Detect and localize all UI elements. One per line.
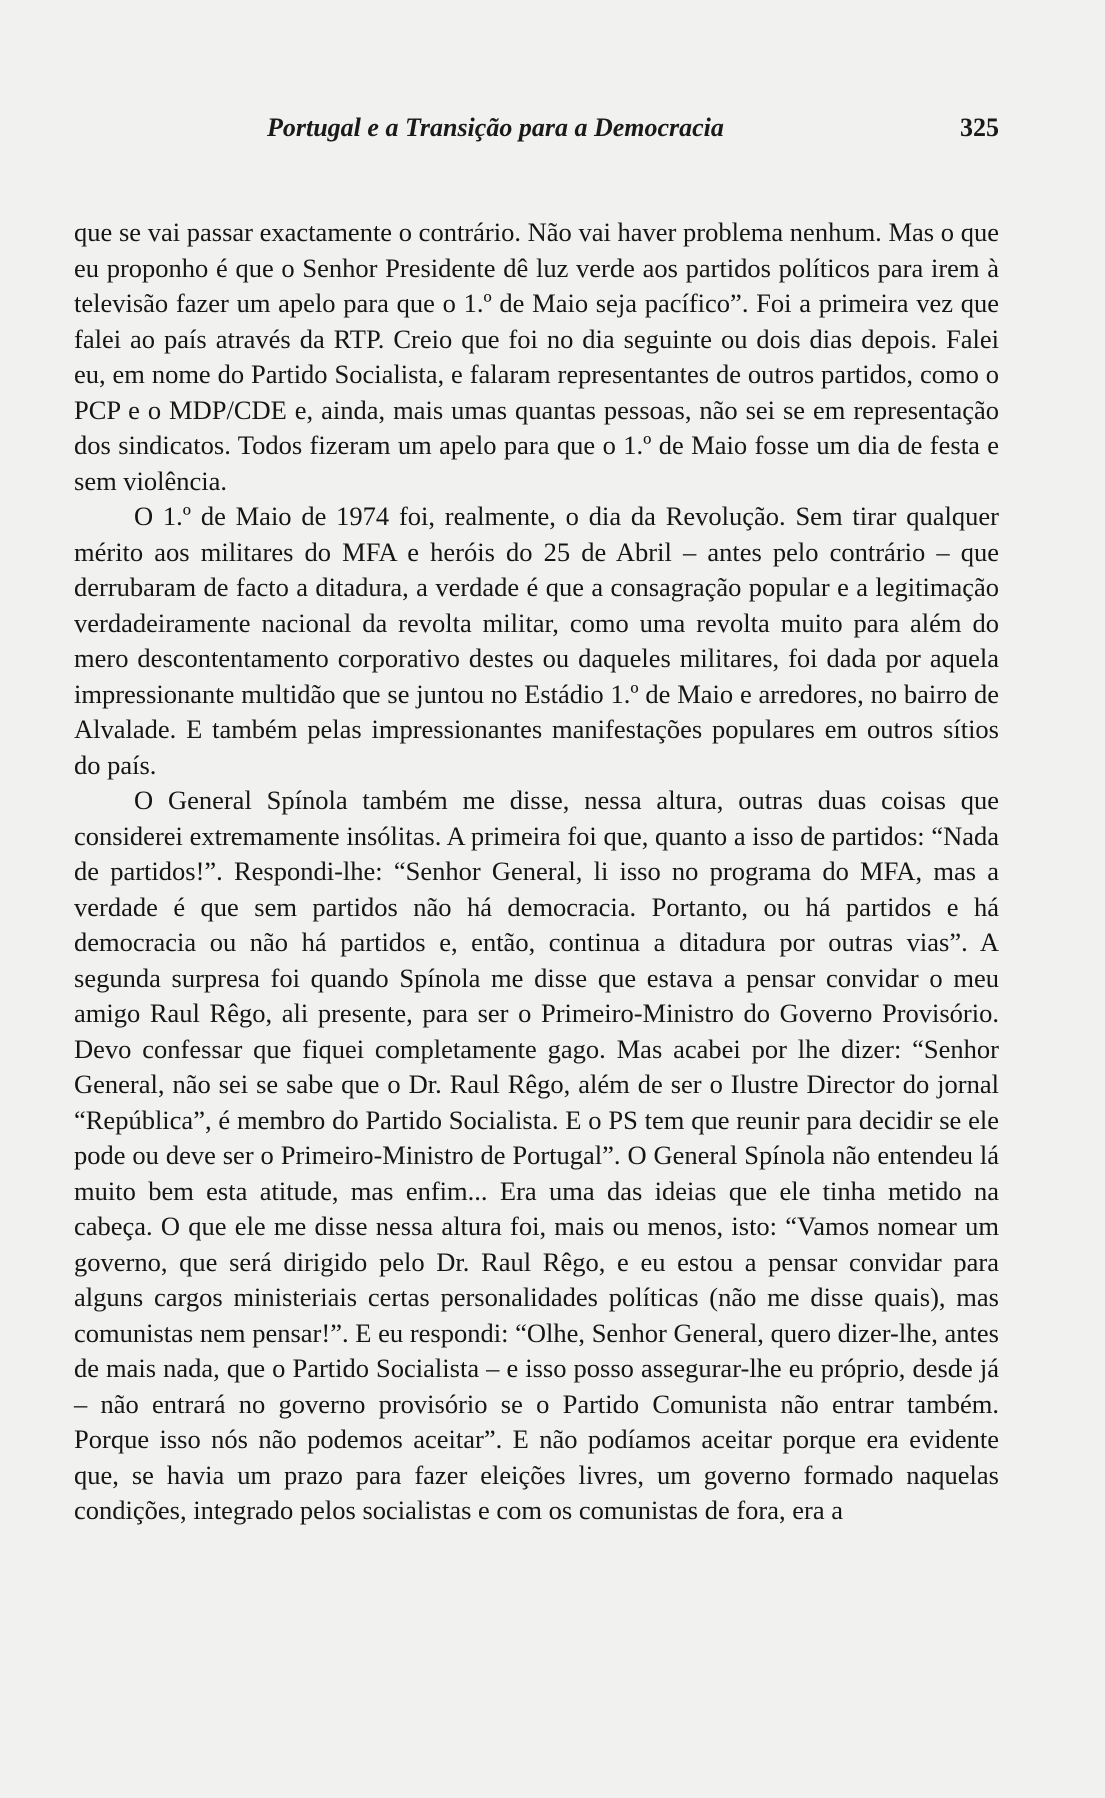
page-header <box>74 113 999 153</box>
running-title: Portugal e a Transição para a Democracia <box>267 113 724 142</box>
page-number: 325 <box>960 113 999 142</box>
body-text <box>74 215 999 1529</box>
paragraph: que se vai passar exactamente o contrário. Não vai haver problema nenhum. Mas o que eu proponho é que o Senhor Presidente dê luz verde aos partidos políticos para irem à televisão fazer um apelo para que o 1.º de Maio seja pacífico”. Foi a primeira vez que falei ao país através da RTP. Creio que foi no dia seguinte ou dois dias depois. Falei eu, em nome do Partido Socialista, e falaram representantes de outros partidos, como o PCP e o MDP/CDE e, ainda, mais umas quantas pessoas, não sei se em representação dos sindicatos. Todos fizeram um apelo para que o 1.º de Maio fosse um dia de festa e sem violência. <box>74 217 999 496</box>
paragraph: O General Spínola também me disse, nessa altura, outras duas coisas que considerei extremamente insólitas. A primeira foi que, quanto a isso de partidos: “Nada de partidos!”. Respondi-lhe: “Senhor General, li isso no programa do MFA, mas a verdade é que sem partidos não há democracia. Portanto, ou há partidos e há democracia ou não há partidos e, então, continua a ditadura por outras vias”. A segunda surpresa foi quando Spínola me disse que estava a pensar convidar o meu amigo Raul Rêgo, ali presente, para ser o Primeiro-Ministro do Governo Provisório. Devo confessar que fiquei completamente gago. Mas acabei por lhe dizer: “Senhor General, não sei se sabe que o Dr. Raul Rêgo, além de ser o Ilustre Director do jornal “República”, é membro do Partido Socialista. E o PS tem que reunir para decidir se ele pode ou deve ser o Primeiro-Ministro de Portugal”. O General Spínola não entendeu lá muito bem esta atitude, mas enfim... Era uma das ideias que ele tinha metido na cabeça. O que ele me disse nessa altura foi, mais ou menos, isto: “Vamos nomear um governo, que será dirigido pelo Dr. Raul Rêgo, e eu estou a pensar convidar para alguns cargos ministeriais certas personalidades políticas (não me disse quais), mas comunistas nem pensar!”. E eu respondi: “Olhe, Senhor General, quero dizer-lhe, antes de mais nada, que o Partido Socialista – e isso posso assegurar-lhe eu próprio, desde já – não entrará no governo provisório se o Partido Comunista não entrar também. Porque isso nós não podemos aceitar”. E não podíamos aceitar porque era evidente que, se havia um prazo para fazer eleições livres, um governo formado naquelas condições, integrado pelos socialistas e com os comunistas de fora, era a <box>74 785 999 1525</box>
paragraph: O 1.º de Maio de 1974 foi, realmente, o dia da Revolução. Sem tirar qualquer mérito aos militares do MFA e heróis do 25 de Abril – antes pelo contrário – que derrubaram de facto a ditadura, a verdade é que a consagração popular e a legitimação verdadeiramente nacional da revolta militar, como uma revolta muito para além do mero descontentamento corporativo destes ou daqueles militares, foi dada por aquela impressionante multidão que se juntou no Estádio 1.º de Maio e arredores, no bairro de Alvalade. E também pelas impressionantes manifestações populares em outros sítios do país. <box>74 501 999 780</box>
